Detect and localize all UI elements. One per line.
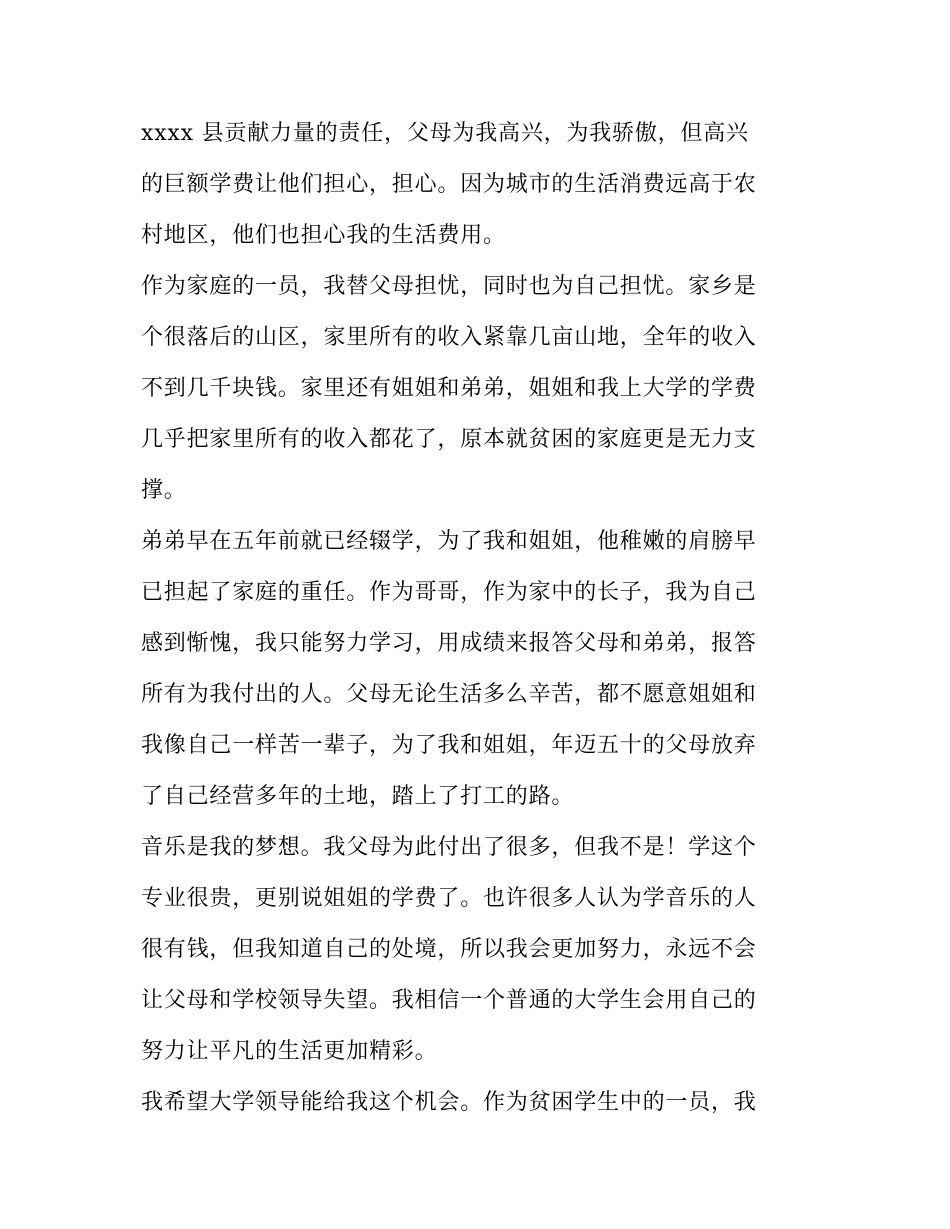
text-line: 作为家庭的一员，我替父母担忧，同时也为自己担忧。家乡是 xyxy=(141,274,757,299)
text-line: 所有为我付出的人。父母无论生活多么辛苦，都不愿意姐姐和 xyxy=(141,682,757,707)
text-line: 专业很贵，更别说姐姐的学费了。也许很多人认为学音乐的人 xyxy=(141,886,757,911)
text-line: 感到惭愧，我只能努力学习，用成绩来报答父母和弟弟，报答 xyxy=(141,631,757,656)
body-text xyxy=(141,108,821,1128)
text-line: 撑。 xyxy=(141,478,187,503)
text-line: 我像自己一样苦一辈子，为了我和姐姐，年迈五十的父母放弃 xyxy=(141,733,757,758)
text-line: 几乎把家里所有的收入都花了，原本就贫困的家庭更是无力支 xyxy=(141,427,757,452)
text-line: 音乐是我的梦想。我父母为此付出了很多，但我不是！学这个 xyxy=(141,835,757,860)
text-line: 了自己经营多年的土地，踏上了打工的路。 xyxy=(141,784,575,809)
text-line: 让父母和学校领导失望。我相信一个普通的大学生会用自己的 xyxy=(141,988,757,1013)
text-line: 已担起了家庭的重任。作为哥哥，作为家中的长子，我为自己 xyxy=(141,580,757,605)
text-line: 很有钱，但我知道自己的处境，所以我会更加努力，永远不会 xyxy=(141,937,757,962)
text-line: 个很落后的山区，家里所有的收入紧靠几亩山地，全年的收入 xyxy=(141,325,757,350)
text-line: 的巨额学费让他们担心，担心。因为城市的生活消费远高于农 xyxy=(141,172,757,197)
text-line: 不到几千块钱。家里还有姐姐和弟弟，姐姐和我上大学的学费 xyxy=(141,376,757,401)
text-line: 努力让平凡的生活更加精彩。 xyxy=(141,1039,438,1064)
text-line: 弟弟早在五年前就已经辍学，为了我和姐姐，他稚嫩的肩膀早 xyxy=(141,529,757,554)
text-line: 我希望大学领导能给我这个机会。作为贫困学生中的一员，我 xyxy=(141,1090,757,1115)
text-line: 村地区，他们也担心我的生活费用。 xyxy=(141,223,506,248)
text-line: xxxx 县贡献力量的责任，父母为我高兴，为我骄傲，但高兴 xyxy=(141,121,749,146)
